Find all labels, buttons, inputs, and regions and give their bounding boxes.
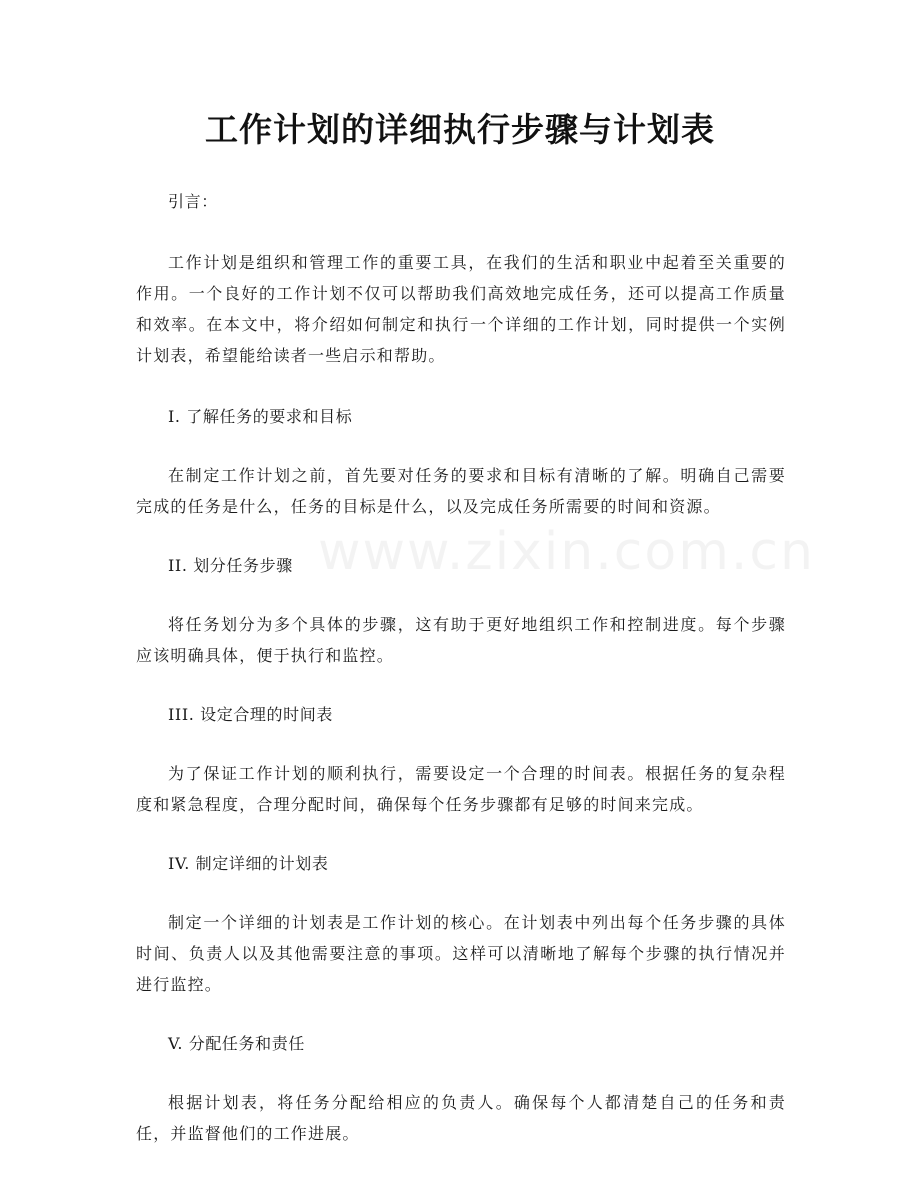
page-title: 工作计划的详细执行步骤与计划表	[205, 110, 715, 149]
section-heading-3: III. 设定合理的时间表	[168, 705, 333, 724]
section-paragraph-1: 在制定工作计划之前，首先要对任务的要求和目标有清晰的了解。明确自己需要完成的任务是什么，任务的目标是什么，以及完成任务所需要的时间和资源。	[136, 466, 786, 516]
section-heading-5: V. 分配任务和责任	[168, 1034, 305, 1053]
watermark: www.zixin.com.cn	[318, 522, 815, 582]
intro-paragraph: 工作计划是组织和管理工作的重要工具，在我们的生活和职业中起着至关重要的作用。一个良好的工作计划不仅可以帮助我们高效地完成任务，还可以提高工作质量和效率。在本文中，将介绍如何制定和执行一个详细的工作计划，同时提供一个实例计划表，希望能给读者一些启示和帮助。	[136, 253, 786, 365]
section-heading-2: II. 划分任务步骤	[168, 556, 293, 575]
section-paragraph-4: 制定一个详细的计划表是工作计划的核心。在计划表中列出每个任务步骤的具体时间、负责人以及其他需要注意的事项。这样可以清晰地了解每个步骤的执行情况并进行监控。	[136, 913, 786, 994]
section-heading-4: IV. 制定详细的计划表	[168, 854, 329, 873]
section-paragraph-2: 将任务划分为多个具体的步骤，这有助于更好地组织工作和控制进度。每个步骤应该明确具体，便于执行和监控。	[136, 615, 786, 665]
section-heading-1: I. 了解任务的要求和目标	[168, 407, 353, 426]
intro-label: 引言：	[168, 192, 218, 211]
section-paragraph-5: 根据计划表，将任务分配给相应的负责人。确保每个人都清楚自己的任务和责任，并监督他们的工作进展。	[136, 1093, 786, 1143]
section-paragraph-3: 为了保证工作计划的顺利执行，需要设定一个合理的时间表。根据任务的复杂程度和紧急程度，合理分配时间，确保每个任务步骤都有足够的时间来完成。	[136, 764, 786, 814]
document-body	[136, 186, 786, 1149]
